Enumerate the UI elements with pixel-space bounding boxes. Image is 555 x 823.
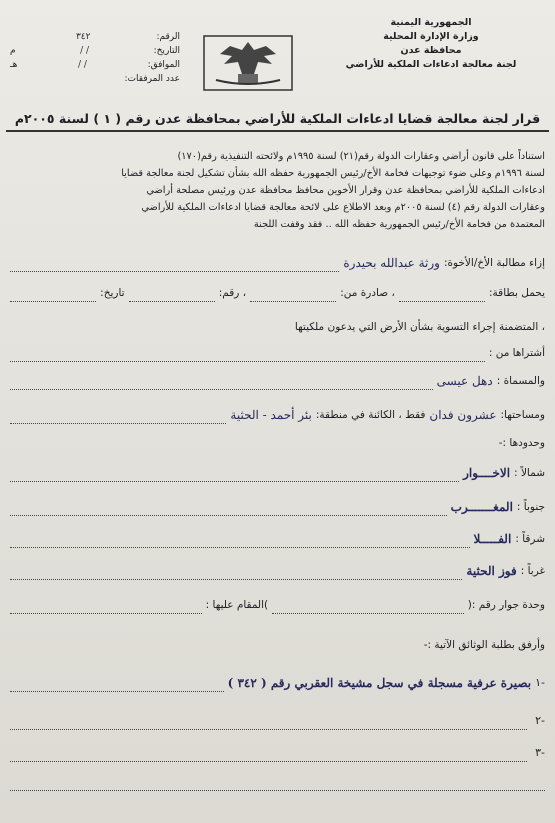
issuer-governorate: محافظة عدن [400, 45, 462, 56]
date-label: تاريخ: [100, 287, 125, 299]
preamble-line: ادعاءات الملكية للأراضي بمحافظة عدن وقرار الأخوين محافظ محافظة عدن ورئيس مصلحة أراضي [146, 185, 545, 196]
ref-corresp-suffix: هـ [10, 60, 18, 70]
west-row [10, 562, 545, 580]
dotted-line [10, 411, 226, 424]
docs-heading-row [10, 636, 545, 654]
dotted-line [10, 503, 447, 516]
request-label: إزاء مطالبة الأخ/الأخوة: [443, 257, 545, 269]
west-value: فوز الحثية [466, 564, 517, 578]
dotted-line [10, 469, 459, 482]
dotted-line [250, 289, 336, 302]
dotted-line [10, 259, 339, 272]
east-label: شرقاً : [515, 533, 545, 545]
dotted-line [10, 790, 545, 791]
west-label: غرباً : [520, 565, 545, 577]
dotted-line [10, 289, 96, 302]
doc-number: -٢ [535, 714, 545, 727]
preamble-line: وعقارات الدولة رقم (٤) لسنة ٢٠٠٥م وبعد الاطلاع على لائحة معالجة قضايا ادعاءات الملكية للأراضي [141, 202, 545, 213]
ref-corresp-value: / / [78, 60, 87, 70]
area-row [10, 406, 545, 424]
dotted-line [10, 717, 527, 730]
issued-label: ، صادرة من: [340, 287, 395, 299]
unit-label: وحدة جوار رقم :( [467, 599, 545, 611]
preamble [10, 148, 545, 233]
north-label: شمالاً : [514, 467, 545, 479]
eagle-emblem-icon [202, 34, 294, 92]
north-row [10, 464, 545, 482]
issuer-country: الجمهورية اليمنية [390, 17, 472, 28]
ref-date-value: / / [80, 46, 90, 56]
ref-attachments-label: عدد المرفقات: [124, 74, 180, 84]
ref-number-row [10, 30, 180, 44]
issuer-committee: لجنة معالجة ادعاءات الملكية للأراضي [345, 59, 517, 70]
purchased-label: أشتراها من : [488, 347, 545, 359]
east-value: الفـــــلا [473, 532, 512, 546]
id-label: يحمل بطاقة: [489, 287, 545, 299]
unit-row [10, 596, 545, 614]
boundaries-row [10, 434, 545, 452]
doc-item [10, 744, 545, 762]
dotted-line [10, 535, 470, 548]
dotted-line [10, 567, 462, 580]
ref-attachments-row [10, 72, 180, 86]
doc-text: بصيرة عرفية مسجلة في سجل مشيخة العقربي رقم ( ٣٤٢ ) [227, 676, 532, 690]
doc-number: -١ [535, 676, 545, 689]
issuer-block [321, 16, 541, 72]
ref-date-label: التاريخ: [153, 46, 180, 56]
preamble-line: المعتمدة من فخامة الأخ/رئيس الجمهورية حفظه الله .. فقد وقفت اللجنة [253, 219, 545, 230]
area-value: عشرون فدان [429, 408, 497, 422]
area-location: بئر أحمد - الحثية [230, 408, 312, 422]
ref-number-value: ٣٤٢ [75, 32, 91, 42]
area-tail: فقط ، الكائنة في منطقة: [315, 409, 426, 421]
named-value: دهل عيسى [436, 374, 493, 388]
doc-number: -٣ [535, 746, 545, 759]
number-label: ، رقم: [218, 287, 247, 299]
id-row [10, 284, 545, 302]
docs-label: وأرفق بطلبة الوثائق الآتية :- [423, 639, 545, 651]
dotted-line [10, 377, 433, 390]
dotted-line [10, 349, 485, 362]
doc-item [10, 674, 545, 692]
boundaries-label: وحدودها :- [498, 437, 545, 449]
ref-corresp-row [10, 58, 180, 72]
unit-tail: )المقام عليها : [205, 599, 269, 611]
ref-label: الرقم: [156, 32, 180, 42]
decision-title: قرار لجنة معالجة قضايا ادعاءات الملكية للأراضي بمحافظة عدن رقم ( ١ ) لسنة ٢٠٠٥م [6, 108, 549, 132]
named-row [10, 372, 545, 390]
named-label: والمسماة : [496, 375, 545, 387]
dotted-line [10, 749, 527, 762]
north-value: الاخــــوار [463, 466, 511, 480]
south-label: جنوباً : [516, 501, 545, 513]
east-row [10, 530, 545, 548]
preamble-line: لسنة ١٩٩٦م وعلى ضوء توجيهات فخامة الأخ/رئيس الجمهورية حفظه الله بشأن تشكيل لجنة معالجة قضايا [121, 168, 545, 179]
dotted-line [129, 289, 215, 302]
settlement-text: ، المتضمنة إجراء التسوية بشأن الأرض التي يدعون ملكيتها [294, 321, 545, 333]
dotted-line [272, 601, 464, 614]
ref-date-suffix: م [10, 46, 16, 56]
issuer-ministry: وزارة الإدارة المحلية [383, 31, 479, 42]
request-value: ورثة عبدالله بحيدرة [343, 256, 440, 270]
reference-block [10, 30, 180, 86]
ref-corresp-label: الموافق: [147, 60, 180, 70]
dotted-line [10, 601, 202, 614]
request-row [10, 254, 545, 272]
south-row [10, 498, 545, 516]
dotted-line [399, 289, 485, 302]
ref-date-row [10, 44, 180, 58]
purchased-row [10, 344, 545, 362]
area-label: ومساحتها: [500, 409, 545, 421]
doc-item [10, 712, 545, 730]
settlement-row [10, 318, 545, 336]
dotted-line [10, 679, 224, 692]
preamble-line: استناداً على قانون أراضي وعقارات الدولة رقم(٢١) لسنة ١٩٩٥م ولائحته التنفيذية رقم(١٧٠) [177, 151, 545, 162]
south-value: المغـــــــرب [450, 500, 513, 514]
